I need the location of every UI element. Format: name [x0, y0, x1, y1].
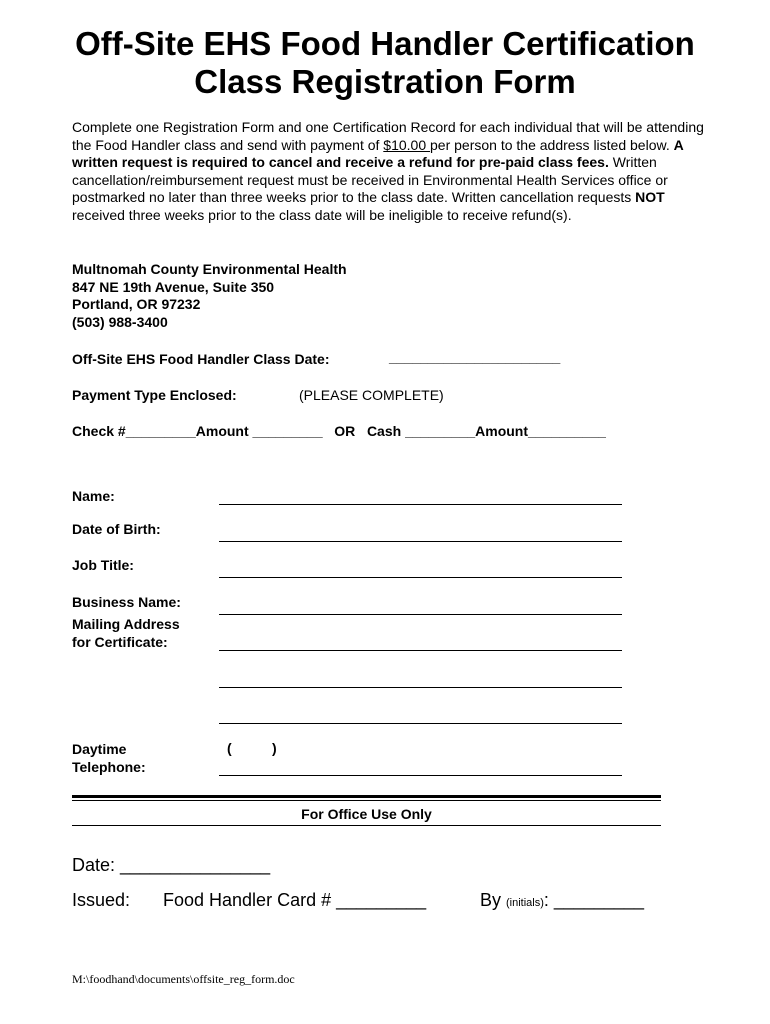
class-date-field[interactable]: ______________________: [389, 349, 561, 365]
phone-paren-open: (: [227, 740, 232, 756]
phone-paren-close: ): [272, 740, 277, 756]
by-label: By: [480, 890, 507, 910]
form-title-line-1: Off-Site EHS Food Handler Certification: [75, 25, 695, 62]
name-label: Name:: [72, 488, 115, 504]
not-emphasis: NOT: [635, 189, 665, 206]
intro-text-2: per person to the address listed below.: [430, 136, 674, 153]
job-title-label: Job Title:: [72, 557, 134, 573]
office-divider-thick: [72, 795, 661, 798]
payment-note: (PLEASE COMPLETE): [299, 387, 444, 403]
mailing-address-line-2[interactable]: [219, 687, 622, 688]
dob-label: Date of Birth:: [72, 521, 161, 537]
mailing-address-label-2: for Certificate:: [72, 634, 168, 650]
office-use-heading: For Office Use Only: [301, 806, 432, 822]
address-street: 847 NE 19th Avenue, Suite 350: [72, 279, 275, 295]
daytime-label-1: Daytime: [72, 741, 127, 757]
business-name-input-line[interactable]: [219, 614, 622, 615]
payment-fields-line[interactable]: Check #_________Amount _________ OR Cash _________Amount__________: [72, 423, 606, 439]
office-divider-thin: [72, 800, 661, 801]
payment-type-label: Payment Type Enclosed:: [72, 387, 237, 403]
food-handler-card-field[interactable]: Food Handler Card # _________: [163, 890, 427, 910]
form-title-line-2: Class Registration Form: [194, 63, 576, 100]
daytime-label-2: Telephone:: [72, 759, 146, 775]
mailing-address-line-1[interactable]: [219, 650, 622, 651]
name-input-line[interactable]: [219, 504, 622, 505]
initials-label: (initials): [506, 897, 544, 909]
intro-paragraph: [72, 119, 712, 225]
business-name-label: Business Name:: [72, 594, 181, 610]
intro-text-3: Written cancellation/reimbursement request must be received in Environmental Health Services office or postmarked no later than three weeks prior to the class date. Written cancellation requests: [72, 154, 668, 206]
mailing-address-line-3[interactable]: [219, 723, 622, 724]
mailing-address-label-1: Mailing Address: [72, 616, 180, 632]
intro-text-4: received three weeks prior to the class date will be ineligible to receive refund(s).: [72, 206, 572, 223]
job-title-input-line[interactable]: [219, 577, 622, 578]
telephone-input-line[interactable]: [219, 775, 622, 776]
class-date-label: Off-Site EHS Food Handler Class Date:: [72, 351, 330, 367]
issued-label: Issued:: [72, 890, 131, 910]
refund-notice: A written request is required to cancel and receive a refund for pre-paid class fees.: [72, 136, 684, 171]
intro-text-1: Complete one Registration Form and one Certification Record for each individual that will be attending the Food Handler class and send with payment of: [72, 119, 704, 153]
address-city: Portland, OR 97232: [72, 296, 201, 312]
file-path-footer: M:\foodhand\documents\offsite_reg_form.doc: [72, 972, 295, 986]
address-phone: (503) 988-3400: [72, 314, 168, 330]
fee-amount: $10.00: [383, 136, 431, 153]
initials-field[interactable]: [480, 889, 644, 914]
office-divider-bottom: [72, 825, 661, 826]
address-org: Multnomah County Environmental Health: [72, 261, 347, 277]
initials-blank: : _________: [543, 890, 645, 910]
dob-input-line[interactable]: [219, 541, 622, 542]
office-date-field[interactable]: Date: _______________: [72, 855, 271, 875]
